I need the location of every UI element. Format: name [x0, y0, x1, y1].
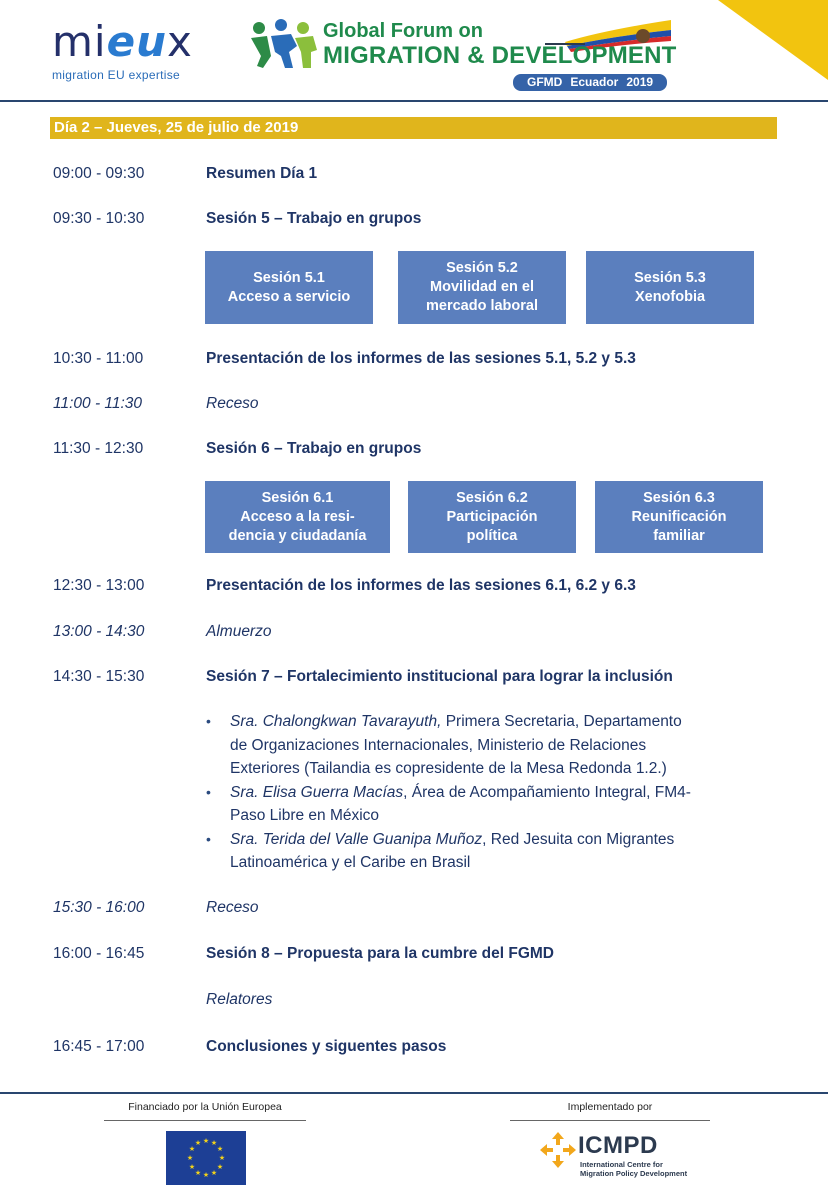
speaker-name: Sra. Terida del Valle Guanipa Muñoz — [230, 830, 483, 848]
agenda-title: Conclusiones y siguentes pasos — [206, 1038, 447, 1055]
speaker-text: Primera Secretaria, Departamento — [441, 713, 682, 730]
svg-text:★: ★ — [216, 1145, 224, 1153]
svg-text:★: ★ — [202, 1137, 210, 1145]
session-box-line: Movilidad en el — [430, 279, 534, 295]
mieux-part-x: x — [166, 17, 193, 66]
svg-text:★: ★ — [188, 1163, 196, 1171]
session-box-line: mercado laboral — [425, 298, 538, 314]
session-box-line: Acceso a la resi- — [240, 508, 355, 525]
session-box-line: Sesión 6.3 — [643, 489, 715, 506]
badge-gfmd: GFMD — [527, 75, 563, 89]
agenda-row — [0, 943, 828, 965]
session-box-line: Acceso a servicio — [227, 288, 351, 305]
speaker-text: , Red Jesuita con Migrantes — [482, 830, 675, 848]
svg-text:★: ★ — [194, 1169, 202, 1177]
agenda-title: Receso — [206, 899, 259, 916]
svg-text:★: ★ — [216, 1163, 224, 1171]
mieux-wordmark — [52, 17, 212, 66]
session-box-5-1 — [205, 251, 373, 324]
agenda-title: Relatores — [206, 991, 273, 1008]
agenda-title: Sesión 8 – Propuesta para la cumbre del FGMD — [206, 945, 554, 962]
funded-by-label: Financiado por la Unión Europea — [128, 1101, 282, 1113]
agenda-row — [0, 438, 828, 460]
svg-text:★: ★ — [210, 1169, 218, 1177]
icmpd-subtitle-line: International Centre for — [580, 1160, 663, 1169]
session-box-line: familiar — [653, 527, 705, 544]
session-box-6-2 — [408, 481, 576, 553]
agenda-title: Resumen Día 1 — [206, 165, 318, 182]
session7-speaker-list — [206, 710, 786, 875]
agenda-row — [0, 208, 828, 230]
mieux-tagline: migration EU expertise — [52, 68, 180, 82]
icmpd-logo — [540, 1128, 710, 1184]
icmpd-name: ICMPD — [578, 1132, 658, 1159]
agenda-time: 11:30 - 12:30 — [53, 440, 144, 457]
session-box-line: Sesión 6.2 — [456, 489, 528, 506]
speaker-item — [206, 781, 786, 828]
speaker-name: Sra. Chalongkwan Tavarayuth, — [230, 713, 442, 730]
agenda-row — [0, 575, 828, 597]
speaker-text: Latinoamérica y el Caribe en Brasil — [230, 854, 471, 871]
svg-text:★: ★ — [202, 1171, 210, 1179]
session-box-5-2 — [398, 251, 566, 324]
session-box-line: Reunificación — [631, 508, 727, 525]
funded-by-rule — [104, 1120, 306, 1121]
agenda-row — [0, 666, 828, 688]
implemented-by-rule — [510, 1120, 710, 1121]
agenda-time: 09:30 - 10:30 — [53, 210, 145, 227]
agenda-row — [0, 393, 828, 415]
session-box-line: dencia y ciudadanía — [228, 527, 367, 544]
agenda-time: 14:30 - 15:30 — [53, 668, 145, 685]
session-box-6-3 — [595, 481, 763, 553]
agenda-row — [0, 897, 828, 919]
gfmd-title-line2: MIGRATION & DEVELOPMENT — [323, 42, 677, 69]
agenda-time: 16:45 - 17:00 — [53, 1038, 145, 1055]
icmpd-arrows-icon — [540, 1132, 576, 1168]
agenda-title: Sesión 7 – Fortalecimiento institucional para lograr la inclusión — [206, 668, 673, 685]
agenda-row — [0, 1036, 828, 1058]
svg-text:★: ★ — [210, 1139, 218, 1147]
speaker-text: , Área de Acompañamiento Integral, FM4- — [403, 783, 691, 801]
session-box-line: Sesión 5.3 — [634, 269, 706, 286]
agenda-row — [0, 989, 828, 1011]
svg-text:★: ★ — [194, 1139, 202, 1147]
page-header — [0, 0, 828, 102]
agenda-row — [0, 163, 828, 185]
day-banner: Día 2 – Jueves, 25 de julio de 2019 — [50, 117, 777, 139]
gfmd-logo — [245, 14, 685, 94]
session-box-line: política — [466, 527, 518, 544]
badge-year: 2019 — [626, 75, 654, 89]
gfmd-year-badge — [513, 74, 667, 91]
agenda-title: Presentación de los informes de las sesiones 6.1, 6.2 y 6.3 — [206, 577, 636, 594]
mieux-part-mi: mi — [52, 17, 107, 66]
svg-text:★: ★ — [186, 1154, 194, 1162]
session-box-line: Xenofobia — [634, 288, 706, 305]
agenda-title: Sesión 6 – Trabajo en grupos — [206, 440, 422, 457]
session-box-line: Participación — [446, 508, 538, 525]
speaker-text: de Organizaciones Internacionales, Ministerio de Relaciones — [230, 736, 647, 754]
footer-divider — [0, 1092, 828, 1094]
session-box-5-3 — [586, 251, 754, 324]
implemented-by-label: Implementado por — [567, 1101, 653, 1113]
session-box-line: Sesión 6.1 — [261, 489, 334, 506]
speaker-item — [206, 828, 786, 875]
header-divider — [0, 100, 828, 102]
agenda-title: Presentación de los informes de las sesiones 5.1, 5.2 y 5.3 — [206, 350, 636, 367]
agenda-time: 09:00 - 09:30 — [53, 165, 145, 182]
session-box-line: Sesión 5.2 — [446, 260, 518, 276]
agenda-time: 15:30 - 16:00 — [53, 899, 145, 916]
speaker-text: Paso Libre en México — [230, 807, 380, 824]
eu-flag-icon — [166, 1131, 246, 1185]
mieux-logo — [52, 17, 212, 90]
session-box-line: Sesión 5.1 — [253, 269, 325, 286]
agenda-time: 16:00 - 16:45 — [53, 945, 145, 962]
icmpd-subtitle-line: Migration Policy Development — [580, 1169, 688, 1178]
gfmd-title-line1: Global Forum on — [323, 20, 483, 42]
decorative-corner-shape — [718, 0, 828, 100]
session-box-6-1 — [205, 481, 390, 553]
gfmd-figures-icon — [245, 16, 321, 72]
agenda-time: 12:30 - 13:00 — [53, 577, 145, 594]
agenda-time: 10:30 - 11:00 — [53, 350, 144, 367]
svg-text:★: ★ — [188, 1145, 196, 1153]
agenda-time: 13:00 - 14:30 — [53, 623, 145, 640]
svg-text:★: ★ — [218, 1154, 226, 1162]
agenda-title: Receso — [206, 395, 259, 412]
speaker-item — [206, 710, 786, 781]
mieux-part-eu: eu — [106, 17, 167, 66]
agenda-time: 11:00 - 11:30 — [53, 395, 143, 412]
agenda-title: Sesión 5 – Trabajo en grupos — [206, 210, 422, 227]
agenda-row — [0, 621, 828, 643]
agenda-row — [0, 348, 828, 370]
icmpd-subtitle — [580, 1160, 687, 1178]
speaker-text: Exteriores (Tailandia es copresidente de la Mesa Redonda 1.2.) — [230, 760, 667, 777]
agenda-title: Almuerzo — [206, 623, 272, 640]
badge-country: Ecuador — [570, 75, 619, 89]
speaker-name: Sra. Elisa Guerra Macías — [230, 783, 404, 801]
